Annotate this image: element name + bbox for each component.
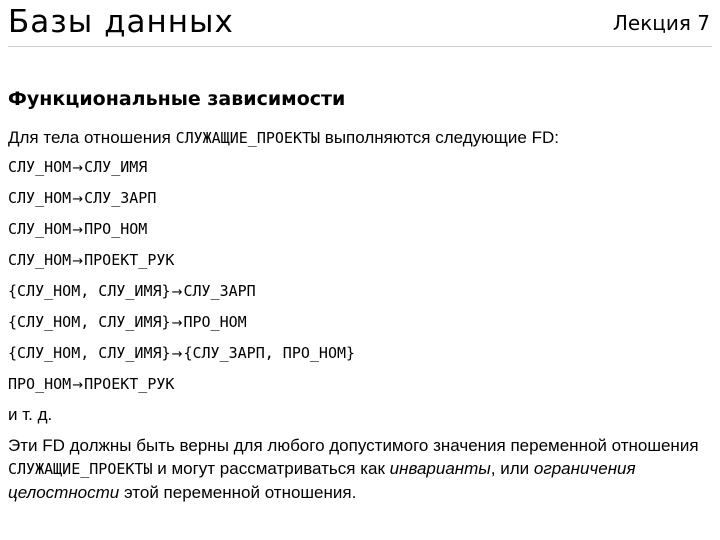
fd-lhs: СЛУ_НОМ <box>8 158 72 176</box>
conclusion-text: , или <box>490 459 534 478</box>
conclusion-text: этой переменной отношения. <box>119 483 357 502</box>
fd-rhs: СЛУ_ИМЯ <box>84 158 148 176</box>
fd-line <box>8 312 712 334</box>
fd-lhs: ПРО_НОМ <box>8 375 72 393</box>
fd-lhs: СЛУ_НОМ <box>8 220 72 238</box>
fd-line <box>8 343 712 365</box>
fd-line <box>8 157 712 179</box>
conclusion-paragraph <box>8 434 712 504</box>
arrow-icon: → <box>72 254 84 269</box>
arrow-icon: → <box>72 378 84 393</box>
arrow-icon: → <box>72 161 84 176</box>
lecture-label: Лекция 7 <box>612 11 710 35</box>
fd-line <box>8 281 712 303</box>
fd-rhs: СЛУ_ЗАРП <box>183 282 256 300</box>
arrow-icon: → <box>72 192 84 207</box>
fd-lhs: СЛУ_НОМ <box>8 189 72 207</box>
conclusion-text: и могут рассматриваться как <box>152 459 390 478</box>
fd-line <box>8 250 712 272</box>
term-invariants: инварианты <box>389 459 491 478</box>
arrow-icon: → <box>72 223 84 238</box>
intro-text-before: Для тела отношения <box>8 128 176 147</box>
fd-rhs: ПРО_НОМ <box>84 220 148 238</box>
intro-text-after: выполняются следующие FD: <box>320 128 559 147</box>
fd-line <box>8 219 712 241</box>
fd-lhs: СЛУ_НОМ <box>8 251 72 269</box>
fd-line <box>8 374 712 396</box>
fd-lhs: {СЛУ_НОМ, СЛУ_ИМЯ} <box>8 313 171 331</box>
fd-rhs: СЛУ_ЗАРП <box>84 189 157 207</box>
arrow-icon: → <box>171 316 183 331</box>
relation-name: СЛУЖАЩИЕ_ПРОЕКТЫ <box>175 129 321 147</box>
relation-name: СЛУЖАЩИЕ_ПРОЕКТЫ <box>8 460 153 478</box>
slide-content <box>8 86 712 504</box>
fd-rhs: {СЛУ_ЗАРП, ПРО_НОМ} <box>183 344 356 362</box>
section-title: Функциональные зависимости <box>8 88 346 110</box>
fd-rhs: ПРОЕКТ_РУК <box>84 375 175 393</box>
intro-text <box>8 128 712 148</box>
fd-line <box>8 188 712 210</box>
arrow-icon: → <box>171 285 183 300</box>
fd-rhs: ПРОЕКТ_РУК <box>84 251 175 269</box>
fd-lhs: {СЛУ_НОМ, СЛУ_ИМЯ} <box>8 344 171 362</box>
fd-lhs: {СЛУ_НОМ, СЛУ_ИМЯ} <box>8 282 171 300</box>
arrow-icon: → <box>171 347 183 362</box>
course-title: Базы данных <box>8 4 234 40</box>
slide-header <box>8 0 712 47</box>
fd-rhs: ПРО_НОМ <box>183 313 247 331</box>
etc-text: и т. д. <box>8 405 53 424</box>
conclusion-text: Эти FD должны быть верны для любого допустимого значения переменной отношения <box>8 436 699 455</box>
term-integrity-constraints: ограничения целостности <box>8 459 636 502</box>
